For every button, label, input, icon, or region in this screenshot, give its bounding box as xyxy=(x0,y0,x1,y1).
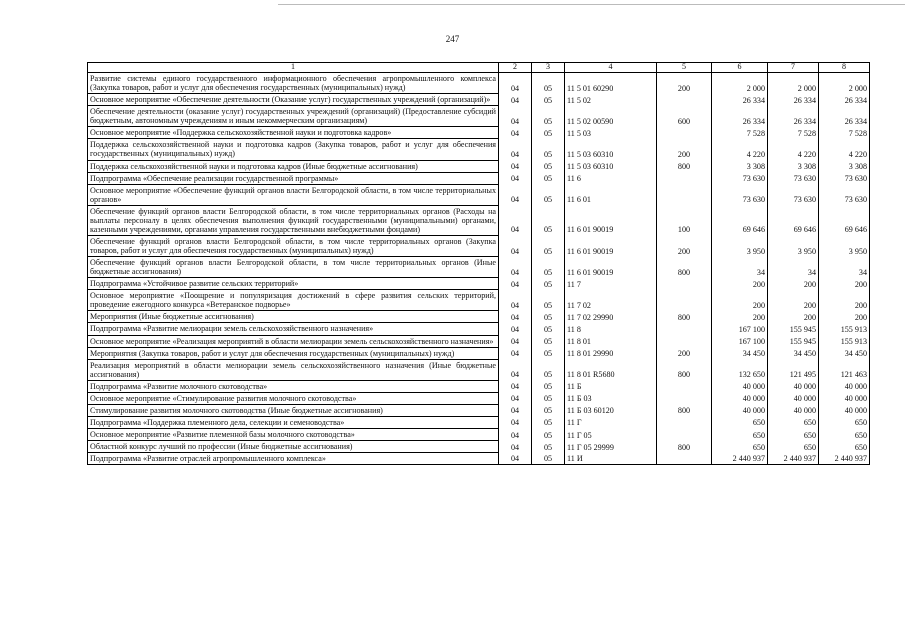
subsection-code: 05 xyxy=(532,160,565,172)
table-row xyxy=(88,278,870,290)
section-code: 04 xyxy=(499,160,532,172)
amount-year-1: 3 950 xyxy=(712,235,768,256)
row-name: Подпрограмма «Развитие молочного скотоводства» xyxy=(88,380,499,392)
amount-year-2: 7 528 xyxy=(768,127,819,139)
section-code: 04 xyxy=(499,311,532,323)
amount-year-2: 155 945 xyxy=(768,323,819,335)
amount-year-2: 73 630 xyxy=(768,184,819,205)
section-code: 04 xyxy=(499,205,532,235)
section-code: 04 xyxy=(499,441,532,453)
subsection-code: 05 xyxy=(532,290,565,311)
row-name: Стимулирование развития молочного скотоводства (Иные бюджетные ассигнования) xyxy=(88,404,499,416)
subsection-code: 05 xyxy=(532,73,565,94)
row-name: Мероприятия (Закупка товаров, работ и услуг для обеспечения государственных (муниципальных) нужд) xyxy=(88,347,499,359)
expense-type-code: 800 xyxy=(657,160,712,172)
amount-year-1: 69 646 xyxy=(712,205,768,235)
subsection-code: 05 xyxy=(532,416,565,428)
col-header: 3 xyxy=(532,63,565,73)
expense-type-code xyxy=(657,323,712,335)
amount-year-1: 34 xyxy=(712,257,768,278)
target-article-code: 11 7 xyxy=(565,278,657,290)
amount-year-1: 2 440 937 xyxy=(712,453,768,465)
table-row xyxy=(88,205,870,235)
expense-type-code xyxy=(657,335,712,347)
amount-year-2: 40 000 xyxy=(768,392,819,404)
amount-year-2: 26 334 xyxy=(768,106,819,127)
amount-year-3: 73 630 xyxy=(819,172,870,184)
amount-year-1: 200 xyxy=(712,311,768,323)
amount-year-2: 121 495 xyxy=(768,359,819,380)
amount-year-1: 40 000 xyxy=(712,392,768,404)
row-name: Обеспечение функций органов власти Белгородской области, в том числе территориальных органов (Иные бюджетные ассигнования) xyxy=(88,257,499,278)
amount-year-1: 26 334 xyxy=(712,106,768,127)
target-article-code: 11 Г 05 29999 xyxy=(565,441,657,453)
amount-year-2: 26 334 xyxy=(768,94,819,106)
col-header: 4 xyxy=(565,63,657,73)
amount-year-2: 4 220 xyxy=(768,139,819,160)
col-header: 7 xyxy=(768,63,819,73)
expense-type-code: 800 xyxy=(657,359,712,380)
target-article-code: 11 8 01 xyxy=(565,335,657,347)
target-article-code: 11 Б 03 60120 xyxy=(565,404,657,416)
subsection-code: 05 xyxy=(532,311,565,323)
amount-year-2: 34 xyxy=(768,257,819,278)
expense-type-code: 800 xyxy=(657,441,712,453)
table-row xyxy=(88,184,870,205)
amount-year-1: 40 000 xyxy=(712,380,768,392)
expense-type-code: 600 xyxy=(657,106,712,127)
section-code: 04 xyxy=(499,184,532,205)
target-article-code: 11 5 01 60290 xyxy=(565,73,657,94)
top-rule xyxy=(278,4,905,5)
amount-year-3: 26 334 xyxy=(819,94,870,106)
amount-year-3: 121 463 xyxy=(819,359,870,380)
budget-table xyxy=(87,62,870,465)
amount-year-2: 40 000 xyxy=(768,380,819,392)
table-row xyxy=(88,127,870,139)
row-name: Обеспечение деятельности (оказание услуг) государственных учреждений (организаций) (Предоставление субсидий бюджетным, автономным учреждениям и иным некоммерческим организациям) xyxy=(88,106,499,127)
subsection-code: 05 xyxy=(532,441,565,453)
subsection-code: 05 xyxy=(532,429,565,441)
subsection-code: 05 xyxy=(532,257,565,278)
row-name: Развитие системы единого государственного информационного обеспечения агропромышленного комплекса (Закупка товаров, работ и услуг для обеспечения государственных (муниципальных) нужд) xyxy=(88,73,499,94)
amount-year-3: 34 xyxy=(819,257,870,278)
amount-year-2: 2 440 937 xyxy=(768,453,819,465)
row-name: Подпрограмма «Обеспечение реализации государственной программы» xyxy=(88,172,499,184)
expense-type-code xyxy=(657,94,712,106)
expense-type-code: 200 xyxy=(657,139,712,160)
target-article-code: 11 7 02 29990 xyxy=(565,311,657,323)
col-header: 2 xyxy=(499,63,532,73)
expense-type-code: 100 xyxy=(657,205,712,235)
amount-year-2: 200 xyxy=(768,290,819,311)
amount-year-1: 167 100 xyxy=(712,335,768,347)
section-code: 04 xyxy=(499,172,532,184)
col-header: 8 xyxy=(819,63,870,73)
amount-year-1: 650 xyxy=(712,429,768,441)
table-row xyxy=(88,160,870,172)
amount-year-1: 132 650 xyxy=(712,359,768,380)
expense-type-code: 200 xyxy=(657,235,712,256)
table-row xyxy=(88,311,870,323)
subsection-code: 05 xyxy=(532,172,565,184)
amount-year-1: 4 220 xyxy=(712,139,768,160)
row-name: Поддержка сельскохозяйственной науки и подготовка кадров (Закупка товаров, работ и услуг для обеспечения государственных (муниципальных) нужд) xyxy=(88,139,499,160)
target-article-code: 11 5 03 xyxy=(565,127,657,139)
amount-year-3: 34 450 xyxy=(819,347,870,359)
amount-year-1: 7 528 xyxy=(712,127,768,139)
amount-year-3: 40 000 xyxy=(819,404,870,416)
section-code: 04 xyxy=(499,359,532,380)
header-row xyxy=(88,63,870,73)
amount-year-3: 73 630 xyxy=(819,184,870,205)
target-article-code: 11 5 02 00590 xyxy=(565,106,657,127)
table-row xyxy=(88,290,870,311)
subsection-code: 05 xyxy=(532,323,565,335)
expense-type-code xyxy=(657,392,712,404)
amount-year-3: 7 528 xyxy=(819,127,870,139)
table-row xyxy=(88,429,870,441)
amount-year-2: 650 xyxy=(768,429,819,441)
col-header: 5 xyxy=(657,63,712,73)
section-code: 04 xyxy=(499,235,532,256)
expense-type-code xyxy=(657,184,712,205)
amount-year-3: 200 xyxy=(819,278,870,290)
section-code: 04 xyxy=(499,94,532,106)
amount-year-1: 650 xyxy=(712,441,768,453)
amount-year-2: 3 950 xyxy=(768,235,819,256)
amount-year-2: 2 000 xyxy=(768,73,819,94)
target-article-code: 11 6 01 90019 xyxy=(565,205,657,235)
subsection-code: 05 xyxy=(532,184,565,205)
amount-year-2: 3 308 xyxy=(768,160,819,172)
subsection-code: 05 xyxy=(532,335,565,347)
table-row xyxy=(88,94,870,106)
table-row xyxy=(88,335,870,347)
amount-year-1: 200 xyxy=(712,290,768,311)
amount-year-1: 40 000 xyxy=(712,404,768,416)
section-code: 04 xyxy=(499,127,532,139)
amount-year-3: 4 220 xyxy=(819,139,870,160)
expense-type-code xyxy=(657,453,712,465)
subsection-code: 05 xyxy=(532,235,565,256)
amount-year-1: 167 100 xyxy=(712,323,768,335)
row-name: Подпрограмма «Поддержка племенного дела, селекции и семеноводства» xyxy=(88,416,499,428)
amount-year-1: 34 450 xyxy=(712,347,768,359)
subsection-code: 05 xyxy=(532,205,565,235)
expense-type-code: 800 xyxy=(657,311,712,323)
table-row xyxy=(88,323,870,335)
expense-type-code: 800 xyxy=(657,257,712,278)
target-article-code: 11 8 xyxy=(565,323,657,335)
expense-type-code xyxy=(657,429,712,441)
section-code: 04 xyxy=(499,416,532,428)
section-code: 04 xyxy=(499,392,532,404)
amount-year-3: 155 913 xyxy=(819,335,870,347)
table-row xyxy=(88,392,870,404)
section-code: 04 xyxy=(499,139,532,160)
amount-year-2: 650 xyxy=(768,441,819,453)
row-name: Основное мероприятие «Развитие племенной базы молочного скотоводства» xyxy=(88,429,499,441)
row-name: Подпрограмма «Развитие отраслей агропромышленного комплекса» xyxy=(88,453,499,465)
target-article-code: 11 5 02 xyxy=(565,94,657,106)
table-row xyxy=(88,235,870,256)
subsection-code: 05 xyxy=(532,359,565,380)
row-name: Поддержка сельскохозяйственной науки и подготовка кадров (Иные бюджетные ассигнования) xyxy=(88,160,499,172)
section-code: 04 xyxy=(499,323,532,335)
amount-year-1: 26 334 xyxy=(712,94,768,106)
expense-type-code: 200 xyxy=(657,347,712,359)
amount-year-2: 69 646 xyxy=(768,205,819,235)
amount-year-1: 73 630 xyxy=(712,184,768,205)
expense-type-code xyxy=(657,416,712,428)
amount-year-3: 650 xyxy=(819,429,870,441)
row-name: Основное мероприятие «Стимулирование развития молочного скотоводства» xyxy=(88,392,499,404)
amount-year-3: 2 440 937 xyxy=(819,453,870,465)
amount-year-2: 650 xyxy=(768,416,819,428)
subsection-code: 05 xyxy=(532,278,565,290)
expense-type-code xyxy=(657,380,712,392)
subsection-code: 05 xyxy=(532,106,565,127)
row-name: Областной конкурс лучший по профессии (Иные бюджетные ассигнования) xyxy=(88,441,499,453)
section-code: 04 xyxy=(499,429,532,441)
section-code: 04 xyxy=(499,278,532,290)
subsection-code: 05 xyxy=(532,404,565,416)
expense-type-code xyxy=(657,278,712,290)
col-header: 6 xyxy=(712,63,768,73)
table-row xyxy=(88,453,870,465)
target-article-code: 11 8 01 R5680 xyxy=(565,359,657,380)
table-row xyxy=(88,73,870,94)
amount-year-3: 3 950 xyxy=(819,235,870,256)
table-row xyxy=(88,441,870,453)
target-article-code: 11 5 03 60310 xyxy=(565,160,657,172)
amount-year-3: 26 334 xyxy=(819,106,870,127)
target-article-code: 11 Б xyxy=(565,380,657,392)
row-name: Основное мероприятие «Поощрение и популяризация достижений в сфере развития сельских территорий, проведение ежегодного конкурса «Ветеранское подворье» xyxy=(88,290,499,311)
target-article-code: 11 Г 05 xyxy=(565,429,657,441)
row-name: Подпрограмма «Устойчивое развитие сельских территорий» xyxy=(88,278,499,290)
table-row xyxy=(88,380,870,392)
amount-year-3: 2 000 xyxy=(819,73,870,94)
amount-year-2: 200 xyxy=(768,311,819,323)
row-name: Реализация мероприятий в области мелиорации земель сельскохозяйственного назначения (Иные бюджетные ассигнования) xyxy=(88,359,499,380)
page-number: 247 xyxy=(445,34,460,44)
target-article-code: 11 6 01 xyxy=(565,184,657,205)
target-article-code: 11 6 01 90019 xyxy=(565,257,657,278)
expense-type-code xyxy=(657,127,712,139)
section-code: 04 xyxy=(499,335,532,347)
amount-year-1: 3 308 xyxy=(712,160,768,172)
subsection-code: 05 xyxy=(532,94,565,106)
table-row xyxy=(88,347,870,359)
section-code: 04 xyxy=(499,290,532,311)
target-article-code: 11 7 02 xyxy=(565,290,657,311)
subsection-code: 05 xyxy=(532,127,565,139)
row-name: Основное мероприятие «Обеспечение функций органов власти Белгородской области, в том числе территориальных органов» xyxy=(88,184,499,205)
row-name: Основное мероприятие «Поддержка сельскохозяйственной науки и подготовка кадров» xyxy=(88,127,499,139)
row-name: Основное мероприятие «Обеспечение деятельности (Оказание услуг) государственных учреждений (организаций)» xyxy=(88,94,499,106)
amount-year-1: 200 xyxy=(712,278,768,290)
amount-year-3: 155 913 xyxy=(819,323,870,335)
amount-year-2: 155 945 xyxy=(768,335,819,347)
amount-year-2: 200 xyxy=(768,278,819,290)
section-code: 04 xyxy=(499,73,532,94)
target-article-code: 11 И xyxy=(565,453,657,465)
table-body xyxy=(88,73,870,465)
amount-year-2: 40 000 xyxy=(768,404,819,416)
expense-type-code: 200 xyxy=(657,73,712,94)
target-article-code: 11 Б 03 xyxy=(565,392,657,404)
table-row xyxy=(88,416,870,428)
expense-type-code: 800 xyxy=(657,404,712,416)
section-code: 04 xyxy=(499,404,532,416)
subsection-code: 05 xyxy=(532,347,565,359)
amount-year-3: 650 xyxy=(819,416,870,428)
table-row xyxy=(88,257,870,278)
target-article-code: 11 6 xyxy=(565,172,657,184)
amount-year-3: 200 xyxy=(819,290,870,311)
row-name: Обеспечение функций органов власти Белгородской области, в том числе территориальных органов (Закупка товаров, работ и услуг для обеспечения государственных (муниципальных) нужд) xyxy=(88,235,499,256)
amount-year-2: 34 450 xyxy=(768,347,819,359)
table-row xyxy=(88,106,870,127)
section-code: 04 xyxy=(499,380,532,392)
subsection-code: 05 xyxy=(532,380,565,392)
target-article-code: 11 6 01 90019 xyxy=(565,235,657,256)
target-article-code: 11 Г xyxy=(565,416,657,428)
amount-year-3: 40 000 xyxy=(819,392,870,404)
amount-year-3: 200 xyxy=(819,311,870,323)
amount-year-1: 2 000 xyxy=(712,73,768,94)
expense-type-code xyxy=(657,172,712,184)
row-name: Подпрограмма «Развитие мелиорации земель сельскохозяйственного назначения» xyxy=(88,323,499,335)
amount-year-1: 73 630 xyxy=(712,172,768,184)
amount-year-3: 3 308 xyxy=(819,160,870,172)
table-row xyxy=(88,404,870,416)
amount-year-3: 40 000 xyxy=(819,380,870,392)
amount-year-3: 650 xyxy=(819,441,870,453)
expense-type-code xyxy=(657,290,712,311)
row-name: Мероприятия (Иные бюджетные ассигнования) xyxy=(88,311,499,323)
table-row xyxy=(88,172,870,184)
amount-year-2: 73 630 xyxy=(768,172,819,184)
amount-year-3: 69 646 xyxy=(819,205,870,235)
table-row xyxy=(88,359,870,380)
table-row xyxy=(88,139,870,160)
row-name: Основное мероприятие «Реализация мероприятий в области мелиорации земель сельскохозяйственного назначения» xyxy=(88,335,499,347)
target-article-code: 11 5 03 60310 xyxy=(565,139,657,160)
subsection-code: 05 xyxy=(532,392,565,404)
subsection-code: 05 xyxy=(532,139,565,160)
amount-year-1: 650 xyxy=(712,416,768,428)
section-code: 04 xyxy=(499,257,532,278)
subsection-code: 05 xyxy=(532,453,565,465)
row-name: Обеспечение функций органов власти Белгородской области, в том числе территориальных органов (Расходы на выплаты персоналу в целях обеспечения выполнения функций государственными (муниципальными) органами, казенными учреждениями, органами управления государственными внебюджетными фондами) xyxy=(88,205,499,235)
target-article-code: 11 8 01 29990 xyxy=(565,347,657,359)
section-code: 04 xyxy=(499,453,532,465)
section-code: 04 xyxy=(499,106,532,127)
section-code: 04 xyxy=(499,347,532,359)
col-header: 1 xyxy=(88,63,499,73)
